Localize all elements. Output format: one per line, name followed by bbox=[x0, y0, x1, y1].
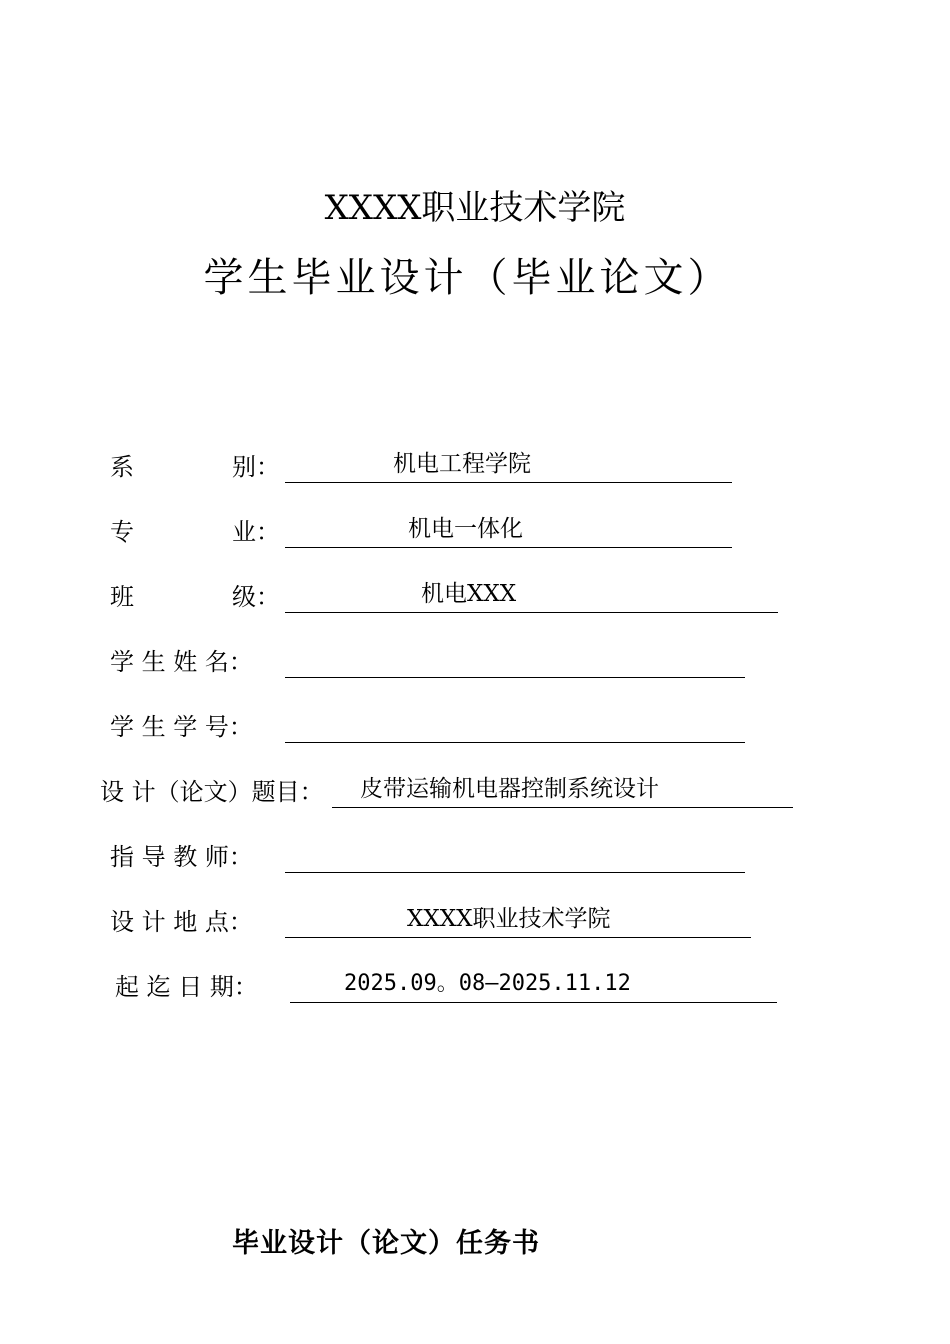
student-id-field[interactable] bbox=[285, 708, 745, 743]
topic-field[interactable] bbox=[332, 773, 793, 808]
topic-value: 皮带运输机电器控制系统设计 bbox=[360, 776, 659, 802]
location-value: XXXX职业技术学院 bbox=[407, 906, 611, 932]
class-label-part1: 班 bbox=[110, 583, 134, 611]
school-name: XXXX职业技术学院 bbox=[324, 188, 626, 228]
major-label-part1: 专 bbox=[110, 518, 134, 546]
class-label-part2: 级： bbox=[232, 583, 280, 611]
class-row bbox=[0, 578, 950, 618]
major-field[interactable] bbox=[285, 513, 732, 548]
thesis-title: 学生毕业设计（毕业论文） bbox=[203, 255, 732, 301]
student-name-row bbox=[0, 643, 950, 683]
department-field[interactable] bbox=[285, 448, 732, 483]
dates-field[interactable] bbox=[290, 968, 777, 1003]
department-label-part1: 系 bbox=[110, 453, 134, 481]
location-field[interactable] bbox=[285, 903, 751, 938]
advisor-field[interactable] bbox=[285, 838, 745, 873]
task-book-title: 毕业设计（论文）任务书 bbox=[232, 1228, 540, 1259]
advisor-row bbox=[0, 838, 950, 878]
student-name-field[interactable] bbox=[285, 643, 745, 678]
major-value: 机电一体化 bbox=[408, 516, 523, 542]
dates-row bbox=[0, 968, 950, 1008]
location-row bbox=[0, 903, 950, 943]
topic-label: 设 计（论文）题目： bbox=[100, 778, 324, 806]
department-row bbox=[0, 448, 950, 488]
department-value: 机电工程学院 bbox=[393, 451, 531, 477]
dates-value: 2025.09。08—2025.11.12 bbox=[344, 971, 631, 996]
student-id-row bbox=[0, 708, 950, 748]
student-name-label: 学 生 姓 名： bbox=[110, 648, 253, 676]
class-field[interactable] bbox=[285, 578, 778, 613]
location-label: 设 计 地 点： bbox=[110, 908, 253, 936]
major-label-part2: 业： bbox=[232, 518, 280, 546]
major-row bbox=[0, 513, 950, 553]
department-label-part2: 别： bbox=[232, 453, 280, 481]
dates-label: 起 迄 日 期： bbox=[115, 973, 258, 1001]
student-id-label: 学 生 学 号： bbox=[110, 713, 253, 741]
advisor-label: 指 导 教 师： bbox=[110, 843, 253, 871]
class-value: 机电XXX bbox=[421, 581, 517, 607]
topic-row bbox=[0, 773, 950, 813]
